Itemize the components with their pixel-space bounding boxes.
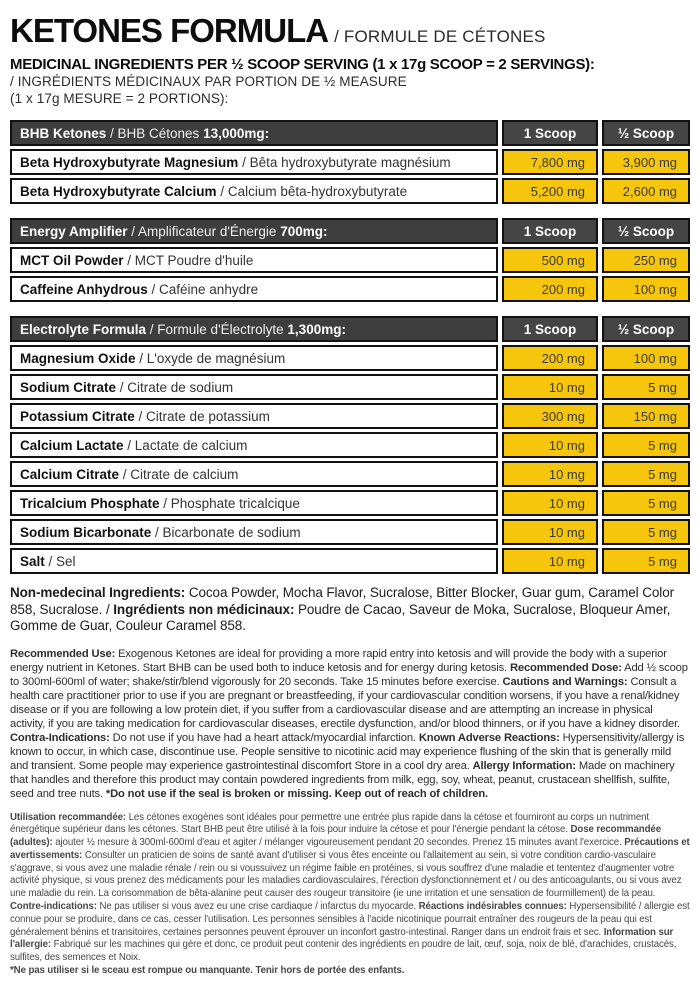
ingredient-name-fr: / Citrate de sodium <box>116 379 234 395</box>
ingredient-row <box>10 490 690 516</box>
ingredient-name-en: Magnesium Oxide <box>20 350 136 366</box>
amount-half-scoop: 150 mg <box>602 403 690 429</box>
section-total-amount: 13,000mg: <box>203 125 270 141</box>
ingredient-name <box>10 374 498 400</box>
ingredient-name-en: Caffeine Anhydrous <box>20 281 148 297</box>
medicinal-ingredients-heading-fr-line1: / INGRÉDIENTS MÉDICINAUX PAR PORTION DE ½ MEASURE <box>10 74 407 89</box>
amount-half-scoop: 5 mg <box>602 548 690 574</box>
ingredient-row <box>10 548 690 574</box>
ingredient-row <box>10 374 690 400</box>
product-title-fr: / FORMULE DE CÉTONES <box>334 27 546 46</box>
column-header-half-scoop: ½ Scoop <box>602 218 690 244</box>
section-title-fr: / BHB Cétones <box>106 125 204 141</box>
ingredient-row <box>10 247 690 273</box>
section-title-en: Electrolyte Formula <box>20 321 147 337</box>
amount-1-scoop: 500 mg <box>502 247 598 273</box>
ingredient-name-en: MCT Oil Powder <box>20 252 124 268</box>
ingredient-name-fr: / Sel <box>44 553 76 569</box>
ingredient-rows <box>10 247 690 302</box>
section-header-row <box>10 218 690 244</box>
amount-half-scoop: 5 mg <box>602 432 690 458</box>
column-header-half-scoop: ½ Scoop <box>602 120 690 146</box>
ingredient-name-fr: / Caféine anhydre <box>147 281 259 297</box>
column-header-1-scoop: 1 Scoop <box>502 316 598 342</box>
ingredient-row <box>10 149 690 175</box>
ingredient-name-fr: / Bêta hydroxybutyrate magnésium <box>238 154 451 170</box>
ingredient-name-en: Beta Hydroxybutyrate Calcium <box>20 183 217 199</box>
section-total-amount: 700mg: <box>280 223 328 239</box>
ingredient-row <box>10 432 690 458</box>
ingredient-name <box>10 149 498 175</box>
ingredient-name-en: Potassium Citrate <box>20 408 135 424</box>
ingredient-name-en: Calcium Citrate <box>20 466 120 482</box>
section-total-amount: 1,300mg: <box>287 321 346 337</box>
ingredient-name <box>10 178 498 204</box>
amount-half-scoop: 2,600 mg <box>602 178 690 204</box>
amount-1-scoop: 10 mg <box>502 548 598 574</box>
amount-half-scoop: 5 mg <box>602 490 690 516</box>
section-title-en: Energy Amplifier <box>20 223 128 239</box>
amount-1-scoop: 300 mg <box>502 403 598 429</box>
amount-half-scoop: 250 mg <box>602 247 690 273</box>
ingredient-name-en: Sodium Citrate <box>20 379 117 395</box>
ingredient-name-fr: / Calcium bêta-hydroxybutyrate <box>216 183 408 199</box>
amount-half-scoop: 5 mg <box>602 461 690 487</box>
directions-text-english: Recommended Use: Exogenous Ketones are ideal for providing a more rapid entry into ketosis and will provide the body with a superior energy nutrient in Ketones. Start BHB can be used both to induce ketosis and for energy during ketosis. Recommended Dose: Add ½ scoop to 300ml-600ml of water; shake/stir/blend vigorously for 20 seconds. Take 15 minutes before exercise. Cautions and Warnings: Consult a health care practitioner prior to use if you are pregnant or breastfeeding, if your cardiovascular condition worsens, if you have a renal/kidney disease or if you are following a low protein diet, if you suffer from a cardiovascular disease and are attempting an increase in physical activity, if you are taking medication for cardiovascular diseases, erectile dysfunction, and/or blood thinners, or if you have a kidney disorder. Contra-Indications: Do not use if you have had a heart attack/myocardial infarction. Known Adverse Reactions: Hypersensitivity/allergy is known to occur, in which case, discontinue use. People sensitive to nicotinic acid may experience flushing of the skin that is generally mild and transient. Some people may experience gastrointestinal discomfort Store in a cool dry area. Allergy Information: Made on machinery that handles and therefore this product may contain powdered ingredients from milk, egg, soy, wheat, peanut, crustacean shellfish, sulfite, seed and tree nuts. *Do not use if the seal is broken or missing. Keep out of reach of children. <box>10 647 688 800</box>
directions-text-french: Utilisation recommandée: Les cétones exogènes sont idéales pour permettre une entrée plus rapide dans la cétose et fourniront au corps un nutriment énergétique supérieur dans les cétones. Start BHB peut être utilisé à la fois pour induire la cétose et pour l'énergie pendant la cétose. Dose recommandée (adultes): ajouter ½ mesure à 300ml-600ml d'eau et agiter / mélanger vigoureusement pendant 20 secondes. Prenez 15 minutes avant l'exercice. Précautions et avertissements: Consulter un praticien de soins de santé avant d'utiliser si vous êtes enceinte ou l'allaitement au sein, si votre condition cardio-vasculaire s'aggrave, si vous avez une maladie rénale / rein ou si voussuivez un régime faible en protéines, si vous souffrez d'une maladie et tententez d'augmenter votre activité physique, si vous prenez des médicaments pour les maladies cardiovasculaires, l'érection dysfonctionnement et / ou des anticoagulants, ou si vous avez une maladie du rein. La consommation de bêta-alanine peut causer des rougeur transitoire (ie une irritation et une sensation de fourmillement) de la peau. Contre-indications: Ne pas utiliser si vous avez eu une crise cardiaque / infarctus du myocarde. Réactions indésirables connues: Hypersensibilité / allergie est connue pour se produire, dans ce cas, cesser l'utilisation. Les personnes sensibles à l'acide nicotinique pourrait entraîner des rougeurs de la peau qui est généralement bénins et transitoires, certaines personnes peuvent éprouver un inconfort gastro-intestinal. Ranger dans un endroit frais et sec. Information sur l'allergie: Fabriqué sur les machines qui gère et donc, ce produit peut contenir des ingrédients en poudre de lait, œuf, soja, noix de blé, d'arachides, crustacés, sulfites, des semences et Noix. *Ne pas utiliser si le sceau est rompue ou manquante. Tenir hors de portée des enfants. <box>10 811 690 977</box>
ingredient-name-fr: / Citrate de potassium <box>134 408 270 424</box>
ingredient-row <box>10 403 690 429</box>
ingredient-name <box>10 432 498 458</box>
column-header-1-scoop: 1 Scoop <box>502 218 598 244</box>
section-title <box>10 316 498 342</box>
column-header-1-scoop: 1 Scoop <box>502 120 598 146</box>
amount-1-scoop: 7,800 mg <box>502 149 598 175</box>
section-header-row <box>10 316 690 342</box>
non-medicinal-ingredients-text: Non-medecinal Ingredients: Cocoa Powder, Mocha Flavor, Sucralose, Bitter Blocker, Guar gum, Caramel Color 858, Sucralose. / Ingrédients non médicinaux: Poudre de Cacao, Saveur de Moka, Sucralose, Bloqueur Amer, Gomme de Guar, Couleur Caramel 858. <box>10 585 674 633</box>
ingredient-rows <box>10 345 690 574</box>
ingredient-name-en: Salt <box>20 553 45 569</box>
section-header-row <box>10 120 690 146</box>
amount-half-scoop: 100 mg <box>602 276 690 302</box>
ingredient-name <box>10 247 498 273</box>
ingredient-name-fr: / Phosphate tricalcique <box>159 495 300 511</box>
amount-1-scoop: 200 mg <box>502 276 598 302</box>
amount-half-scoop: 5 mg <box>602 374 690 400</box>
title-row <box>10 12 690 50</box>
ingredient-name-en: Beta Hydroxybutyrate Magnesium <box>20 154 239 170</box>
section-title <box>10 218 498 244</box>
ingredient-name <box>10 490 498 516</box>
ingredient-name <box>10 548 498 574</box>
column-header-half-scoop: ½ Scoop <box>602 316 690 342</box>
ingredient-name-fr: / MCT Poudre d'huile <box>123 252 254 268</box>
ingredient-name <box>10 276 498 302</box>
section-title-fr: / Formule d'Électrolyte <box>146 321 288 337</box>
ingredient-table <box>6 313 694 577</box>
amount-1-scoop: 10 mg <box>502 490 598 516</box>
ingredient-tables <box>10 117 690 577</box>
amount-1-scoop: 10 mg <box>502 461 598 487</box>
medicinal-ingredients-heading-fr-line2: (1 x 17g MESURE = 2 PORTIONS): <box>10 90 229 106</box>
medicinal-ingredients-heading-en: MEDICINAL INGREDIENTS PER ½ SCOOP SERVING (1 x 17g SCOOP = 2 SERVINGS): <box>10 56 595 73</box>
section-title-en: BHB Ketones <box>20 125 107 141</box>
ingredient-row <box>10 178 690 204</box>
section-title-fr: / Amplificateur d'Énergie <box>127 223 281 239</box>
product-title-en: KETONES FORMULA <box>10 12 329 49</box>
ingredient-row <box>10 345 690 371</box>
ingredient-name-en: Calcium Lactate <box>20 437 124 453</box>
amount-1-scoop: 10 mg <box>502 432 598 458</box>
ingredient-name-fr: / Citrate de calcium <box>119 466 239 482</box>
amount-1-scoop: 5,200 mg <box>502 178 598 204</box>
ingredient-name <box>10 345 498 371</box>
ingredient-name <box>10 403 498 429</box>
section-title <box>10 120 498 146</box>
amount-1-scoop: 10 mg <box>502 374 598 400</box>
amount-half-scoop: 5 mg <box>602 519 690 545</box>
ingredient-name-fr: / Bicarbonate de sodium <box>151 524 301 540</box>
ingredient-row <box>10 519 690 545</box>
ingredient-rows <box>10 149 690 204</box>
ingredient-name-fr: / L'oxyde de magnésium <box>135 350 286 366</box>
ingredient-name-fr: / Lactate de calcium <box>123 437 248 453</box>
amount-half-scoop: 3,900 mg <box>602 149 690 175</box>
ingredient-name <box>10 461 498 487</box>
amount-1-scoop: 200 mg <box>502 345 598 371</box>
amount-1-scoop: 10 mg <box>502 519 598 545</box>
ingredient-table <box>6 117 694 207</box>
amount-half-scoop: 100 mg <box>602 345 690 371</box>
ingredient-name-en: Tricalcium Phosphate <box>20 495 160 511</box>
ingredient-name-en: Sodium Bicarbonate <box>20 524 152 540</box>
ingredient-row <box>10 276 690 302</box>
ingredient-name <box>10 519 498 545</box>
ingredient-table <box>6 215 694 305</box>
ingredient-row <box>10 461 690 487</box>
